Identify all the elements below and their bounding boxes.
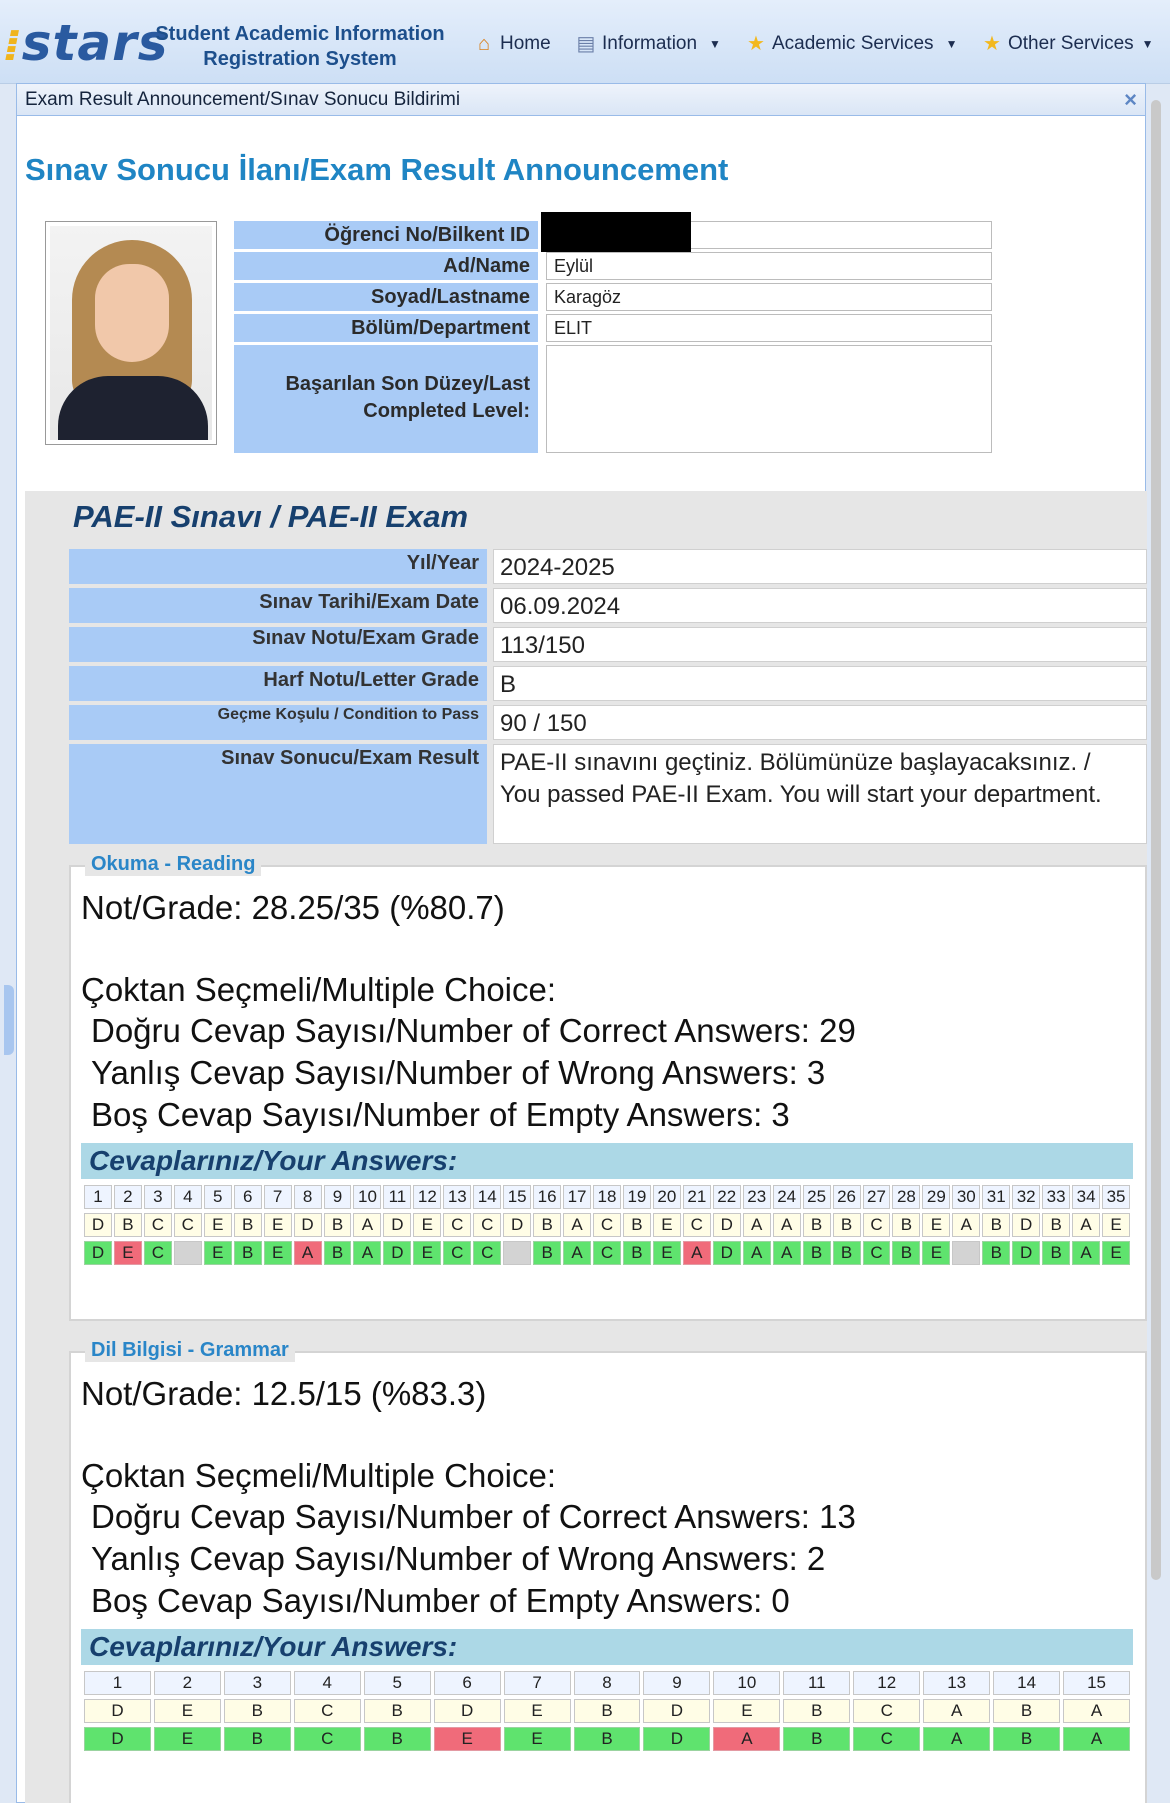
your-answer-cell: B <box>234 1241 262 1265</box>
chevron-down-icon: ▼ <box>1141 37 1154 51</box>
question-number-cell: 35 <box>1102 1185 1130 1209</box>
answer-key-cell: D <box>294 1213 322 1237</box>
answer-key-cell: E <box>922 1213 950 1237</box>
answer-key-cell: B <box>114 1213 142 1237</box>
side-panel-toggle[interactable] <box>4 985 14 1055</box>
your-answer-cell <box>503 1241 531 1265</box>
your-answer-cell: C <box>473 1241 501 1265</box>
answer-key-cell: B <box>623 1213 651 1237</box>
your-answer-cell: B <box>833 1241 861 1265</box>
question-number-cell: 4 <box>294 1671 361 1695</box>
your-answer-cell: E <box>922 1241 950 1265</box>
your-answer-cell: D <box>1012 1241 1040 1265</box>
reading-mc-heading: Çoktan Seçmeli/Multiple Choice: <box>81 971 557 1008</box>
nav-other-services-label: Other Services <box>1008 33 1134 54</box>
your-answer-cell: C <box>294 1727 361 1751</box>
pass-condition-label: Geçme Koşulu / Condition to Pass <box>69 705 487 740</box>
answer-key-cell: C <box>593 1213 621 1237</box>
answer-key-cell: A <box>923 1699 990 1723</box>
year-value: 2024-2025 <box>493 549 1147 584</box>
answer-key-cell: E <box>413 1213 441 1237</box>
question-number-cell: 7 <box>264 1185 292 1209</box>
answer-key-cell: E <box>1102 1213 1130 1237</box>
question-number-cell: 12 <box>853 1671 920 1695</box>
your-answer-cell: D <box>383 1241 411 1265</box>
question-number-cell: 24 <box>773 1185 801 1209</box>
your-answer-cell: E <box>504 1727 571 1751</box>
question-number-cell: 6 <box>434 1671 501 1695</box>
question-number-cell: 7 <box>504 1671 571 1695</box>
answer-key-cell: D <box>84 1699 151 1723</box>
exam-title: PAE-II Sınavı / PAE-II Exam <box>73 499 469 534</box>
exam-grade-value: 113/150 <box>493 627 1147 662</box>
exam-date-label: Sınav Tarihi/Exam Date <box>69 588 487 623</box>
student-id-value <box>546 221 992 249</box>
answer-key-cell: B <box>574 1699 641 1723</box>
grammar-answer-grid <box>84 1671 1130 1751</box>
exam-result-label: Sınav Sonucu/Exam Result <box>69 744 487 844</box>
question-number-cell: 3 <box>144 1185 172 1209</box>
question-number-cell: 2 <box>114 1185 142 1209</box>
your-answer-cell: E <box>413 1241 441 1265</box>
nav-academic-services-label: Academic Services <box>772 33 934 54</box>
your-answer-cell: A <box>773 1241 801 1265</box>
answer-key-cell: A <box>1072 1213 1100 1237</box>
reading-wrong-count: Yanlış Cevap Sayısı/Number of Wrong Answers: 3 <box>91 1054 826 1091</box>
window-title: Exam Result Announcement/Sınav Sonucu Bildirimi <box>25 89 461 110</box>
question-number-cell: 33 <box>1042 1185 1070 1209</box>
question-number-cell: 4 <box>174 1185 202 1209</box>
nav-information-label: Information <box>602 33 698 54</box>
question-number-cell: 6 <box>234 1185 262 1209</box>
year-label: Yıl/Year <box>69 549 487 584</box>
question-number-cell: 5 <box>204 1185 232 1209</box>
grammar-legend: Dil Bilgisi - Grammar <box>85 1339 295 1362</box>
your-answer-cell: C <box>593 1241 621 1265</box>
your-answer-cell: B <box>364 1727 431 1751</box>
last-level-label: Başarılan Son Düzey/Last Completed Level: <box>234 345 538 453</box>
your-answer-cell: B <box>892 1241 920 1265</box>
answer-key-cell: A <box>952 1213 980 1237</box>
name-value: Eylül <box>546 252 992 280</box>
question-number-cell: 9 <box>643 1671 710 1695</box>
answer-key-cell: B <box>324 1213 352 1237</box>
question-number-cell: 17 <box>563 1185 591 1209</box>
question-number-cell: 34 <box>1072 1185 1100 1209</box>
question-number-cell: 14 <box>993 1671 1060 1695</box>
question-number-cell: 27 <box>863 1185 891 1209</box>
redacted-block <box>541 212 691 252</box>
your-answer-cell: B <box>982 1241 1010 1265</box>
answer-key-cell: A <box>773 1213 801 1237</box>
answer-key-cell: E <box>154 1699 221 1723</box>
question-number-cell: 25 <box>803 1185 831 1209</box>
your-answer-cell: B <box>803 1241 831 1265</box>
answer-key-cell: B <box>982 1213 1010 1237</box>
answer-key-cell: A <box>353 1213 381 1237</box>
question-number-cell: 18 <box>593 1185 621 1209</box>
answer-key-cell: C <box>294 1699 361 1723</box>
question-number-cell: 19 <box>623 1185 651 1209</box>
your-answer-cell: A <box>683 1241 711 1265</box>
your-answer-cell: D <box>713 1241 741 1265</box>
your-answer-cell: C <box>443 1241 471 1265</box>
question-number-cell: 15 <box>503 1185 531 1209</box>
your-answer-cell: A <box>743 1241 771 1265</box>
page-title: Sınav Sonucu İlanı/Exam Result Announcement <box>25 152 729 187</box>
your-answer-cell: E <box>204 1241 232 1265</box>
answer-key-cell: A <box>563 1213 591 1237</box>
grammar-correct-count: Doğru Cevap Sayısı/Number of Correct Answers: 13 <box>91 1498 856 1535</box>
your-answer-cell: B <box>533 1241 561 1265</box>
question-number-cell: 13 <box>923 1671 990 1695</box>
your-answer-cell: E <box>434 1727 501 1751</box>
answer-key-cell: C <box>443 1213 471 1237</box>
nav-home-label: Home <box>500 33 551 54</box>
your-answer-cell: B <box>224 1727 291 1751</box>
your-answer-cell: E <box>1102 1241 1130 1265</box>
question-number-cell: 11 <box>783 1671 850 1695</box>
grammar-wrong-count: Yanlış Cevap Sayısı/Number of Wrong Answers: 2 <box>91 1540 826 1577</box>
question-number-cell: 1 <box>84 1671 151 1695</box>
answer-key-cell: C <box>683 1213 711 1237</box>
exam-grade-label: Sınav Notu/Exam Grade <box>69 627 487 662</box>
top-nav-bar <box>0 0 1170 84</box>
question-number-cell: 31 <box>982 1185 1010 1209</box>
close-icon[interactable]: × <box>1124 87 1137 112</box>
nav-other-services[interactable] <box>980 28 1154 60</box>
answer-key-cell: D <box>84 1213 112 1237</box>
question-number-cell: 16 <box>533 1185 561 1209</box>
nav-academic-services[interactable] <box>744 28 957 60</box>
question-number-cell: 26 <box>833 1185 861 1209</box>
answer-key-cell: C <box>144 1213 172 1237</box>
your-answer-cell: B <box>324 1241 352 1265</box>
information-icon: ▤ <box>576 33 596 55</box>
lastname-value: Karagöz <box>546 283 992 311</box>
student-photo <box>45 221 217 445</box>
question-number-cell: 13 <box>443 1185 471 1209</box>
system-name: Student Academic Information Registration System <box>155 23 445 70</box>
answer-key-cell: B <box>533 1213 561 1237</box>
your-answer-cell: E <box>264 1241 292 1265</box>
reading-answers-heading: Cevaplarınız/Your Answers: <box>81 1143 1133 1179</box>
your-answer-cell: E <box>114 1241 142 1265</box>
reading-correct-count: Doğru Cevap Sayısı/Number of Correct Answers: 29 <box>91 1012 856 1049</box>
your-answer-cell: A <box>1063 1727 1130 1751</box>
letter-grade-label: Harf Notu/Letter Grade <box>69 666 487 701</box>
pass-condition-value: 90 / 150 <box>493 705 1147 740</box>
question-number-cell: 2 <box>154 1671 221 1695</box>
your-answer-cell: E <box>154 1727 221 1751</box>
exam-section <box>25 491 1147 1803</box>
answer-key-cell: D <box>713 1213 741 1237</box>
answer-key-cell: E <box>504 1699 571 1723</box>
question-number-cell: 30 <box>952 1185 980 1209</box>
answer-key-cell: B <box>224 1699 291 1723</box>
lastname-label: Soyad/Lastname <box>234 283 538 311</box>
answer-key-cell: E <box>653 1213 681 1237</box>
your-answer-cell: A <box>294 1241 322 1265</box>
reading-answer-grid <box>84 1185 1130 1265</box>
window-title-bar <box>17 84 1145 116</box>
exam-date-value: 06.09.2024 <box>493 588 1147 623</box>
answer-key-cell: D <box>434 1699 501 1723</box>
question-number-cell: 15 <box>1063 1671 1130 1695</box>
answer-key-cell: B <box>803 1213 831 1237</box>
your-answer-cell: D <box>643 1727 710 1751</box>
answer-key-cell: E <box>204 1213 232 1237</box>
question-number-cell: 5 <box>364 1671 431 1695</box>
answer-key-cell: A <box>743 1213 771 1237</box>
reading-empty-count: Boş Cevap Sayısı/Number of Empty Answers: 3 <box>91 1096 790 1133</box>
question-number-cell: 32 <box>1012 1185 1040 1209</box>
star-icon: ★ <box>747 33 765 55</box>
your-answer-cell: A <box>563 1241 591 1265</box>
student-id-label: Öğrenci No/Bilkent ID <box>234 221 538 249</box>
your-answer-cell <box>952 1241 980 1265</box>
question-number-cell: 28 <box>892 1185 920 1209</box>
your-answer-cell: C <box>144 1241 172 1265</box>
nav-information[interactable] <box>574 28 721 60</box>
answer-key-cell: E <box>264 1213 292 1237</box>
your-answer-cell: D <box>84 1241 112 1265</box>
question-number-cell: 9 <box>324 1185 352 1209</box>
answer-key-cell: D <box>643 1699 710 1723</box>
letter-grade-value: B <box>493 666 1147 701</box>
exam-result-window <box>16 83 1146 1803</box>
question-number-cell: 10 <box>713 1671 780 1695</box>
question-number-cell: 20 <box>653 1185 681 1209</box>
question-number-cell: 29 <box>922 1185 950 1209</box>
your-answer-cell: B <box>623 1241 651 1265</box>
question-number-cell: 3 <box>224 1671 291 1695</box>
last-level-value <box>546 345 992 453</box>
department-value: ELIT <box>546 314 992 342</box>
grammar-fieldset <box>69 1339 1147 1803</box>
question-number-cell: 1 <box>84 1185 112 1209</box>
question-number-cell: 23 <box>743 1185 771 1209</box>
your-answer-cell: B <box>1042 1241 1070 1265</box>
your-answer-cell: A <box>923 1727 990 1751</box>
grammar-empty-count: Boş Cevap Sayısı/Number of Empty Answers: 0 <box>91 1582 790 1619</box>
grammar-grade: Not/Grade: 12.5/15 (%83.3) <box>81 1375 487 1412</box>
answer-key-cell: C <box>863 1213 891 1237</box>
your-answer-cell: B <box>993 1727 1060 1751</box>
your-answer-cell: A <box>353 1241 381 1265</box>
answer-key-cell: A <box>1063 1699 1130 1723</box>
your-answer-cell: A <box>1072 1241 1100 1265</box>
your-answer-cell: E <box>653 1241 681 1265</box>
grammar-mc-heading: Çoktan Seçmeli/Multiple Choice: <box>81 1457 557 1494</box>
answer-key-cell: B <box>234 1213 262 1237</box>
your-answer-cell: B <box>574 1727 641 1751</box>
your-answer-cell: D <box>84 1727 151 1751</box>
question-number-cell: 21 <box>683 1185 711 1209</box>
home-icon: ⌂ <box>477 33 491 55</box>
answer-key-cell: D <box>383 1213 411 1237</box>
nav-home[interactable] <box>472 28 551 60</box>
your-answer-cell: B <box>783 1727 850 1751</box>
chevron-down-icon: ▼ <box>709 37 721 51</box>
answer-key-cell: B <box>993 1699 1060 1723</box>
your-answer-cell: C <box>853 1727 920 1751</box>
answer-key-cell: B <box>1042 1213 1070 1237</box>
question-number-cell: 8 <box>574 1671 641 1695</box>
chevron-down-icon: ▼ <box>945 37 958 51</box>
question-number-cell: 12 <box>413 1185 441 1209</box>
answer-key-cell: C <box>473 1213 501 1237</box>
exam-result-value: PAE-II sınavını geçtiniz. Bölümünüze başlayacaksınız. / You passed PAE-II Exam. You will start your department. <box>493 744 1147 844</box>
stars-logo[interactable]: ⁞stars <box>4 14 169 72</box>
vertical-scrollbar[interactable] <box>1151 100 1161 1580</box>
question-number-cell: 22 <box>713 1185 741 1209</box>
answer-key-cell: B <box>892 1213 920 1237</box>
answer-key-cell: D <box>503 1213 531 1237</box>
grammar-answers-heading: Cevaplarınız/Your Answers: <box>81 1629 1133 1665</box>
reading-fieldset <box>69 853 1147 1321</box>
your-answer-cell: C <box>863 1241 891 1265</box>
answer-key-cell: C <box>853 1699 920 1723</box>
name-label: Ad/Name <box>234 252 538 280</box>
star-icon: ★ <box>983 33 1001 55</box>
question-number-cell: 8 <box>294 1185 322 1209</box>
answer-key-cell: B <box>364 1699 431 1723</box>
answer-key-cell: B <box>833 1213 861 1237</box>
reading-legend: Okuma - Reading <box>85 853 261 876</box>
answer-key-cell: B <box>783 1699 850 1723</box>
department-label: Bölüm/Department <box>234 314 538 342</box>
answer-key-cell: E <box>713 1699 780 1723</box>
question-number-cell: 11 <box>383 1185 411 1209</box>
your-answer-cell: A <box>713 1727 780 1751</box>
answer-key-cell: D <box>1012 1213 1040 1237</box>
question-number-cell: 10 <box>353 1185 381 1209</box>
your-answer-cell <box>174 1241 202 1265</box>
reading-grade: Not/Grade: 28.25/35 (%80.7) <box>81 889 505 926</box>
question-number-cell: 14 <box>473 1185 501 1209</box>
answer-key-cell: C <box>174 1213 202 1237</box>
